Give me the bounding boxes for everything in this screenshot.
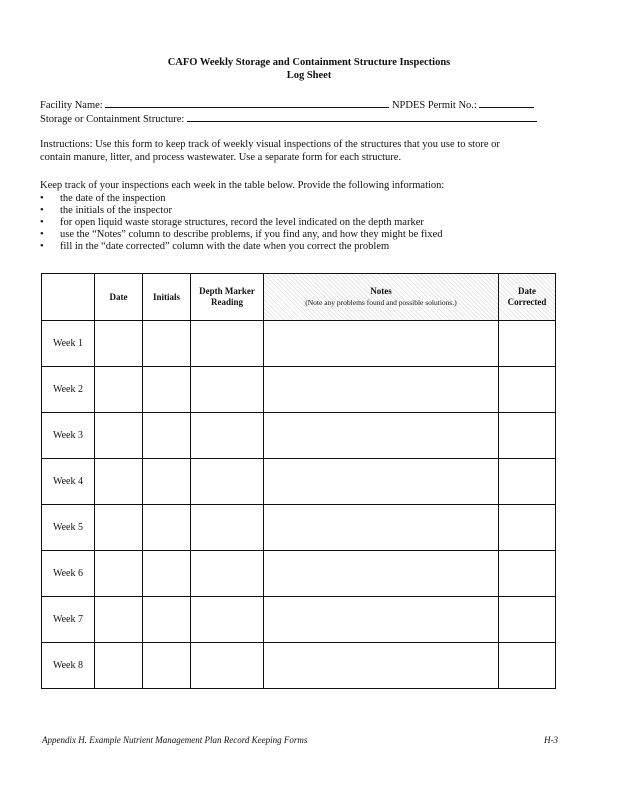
depth-cell[interactable] — [191, 597, 264, 643]
footer-appendix-title: Appendix H. Example Nutrient Management Plan Record Keeping Forms — [42, 735, 308, 745]
facility-name-label: Facility Name: — [40, 100, 103, 111]
date-cell[interactable] — [95, 643, 143, 689]
notes-cell[interactable] — [264, 459, 499, 505]
depth-cell[interactable] — [191, 643, 264, 689]
week-label: Week 2 — [42, 367, 95, 413]
storage-structure-label: Storage or Containment Structure: — [40, 114, 185, 125]
date-cell[interactable] — [95, 505, 143, 551]
notes-cell[interactable] — [264, 597, 499, 643]
npdes-field[interactable] — [479, 98, 534, 108]
week-label: Week 8 — [42, 643, 95, 689]
initials-cell[interactable] — [143, 643, 191, 689]
notes-cell[interactable] — [264, 505, 499, 551]
date-cell[interactable] — [95, 413, 143, 459]
week-label: Week 5 — [42, 505, 95, 551]
header-depth-marker-reading: Depth Marker Reading — [191, 274, 264, 321]
footer-page-number: H-3 — [544, 735, 558, 745]
header-date: Date — [95, 274, 143, 321]
week-label: Week 6 — [42, 551, 95, 597]
initials-cell[interactable] — [143, 597, 191, 643]
storage-structure-field[interactable] — [187, 112, 537, 122]
facility-name-row — [40, 98, 534, 111]
facility-name-field[interactable] — [105, 98, 389, 108]
initials-cell[interactable] — [143, 551, 191, 597]
table-header-row — [42, 274, 556, 321]
date-cell[interactable] — [95, 367, 143, 413]
instructions-intro: Keep track of your inspections each week in the table below. Provide the following information: — [40, 180, 445, 191]
instruction-bullets — [40, 193, 442, 253]
week-label: Week 4 — [42, 459, 95, 505]
depth-cell[interactable] — [191, 459, 264, 505]
depth-cell[interactable] — [191, 321, 264, 367]
notes-cell[interactable] — [264, 551, 499, 597]
date-cell[interactable] — [95, 459, 143, 505]
table-row — [42, 505, 556, 551]
date-corrected-cell[interactable] — [499, 551, 556, 597]
date-corrected-cell[interactable] — [499, 597, 556, 643]
date-corrected-cell[interactable] — [499, 459, 556, 505]
initials-cell[interactable] — [143, 459, 191, 505]
table-row — [42, 551, 556, 597]
date-corrected-cell[interactable] — [499, 643, 556, 689]
bullet-item: • use the “Notes” column to describe problems, if you find any, and how they might be fixed — [40, 229, 442, 241]
week-label: Week 3 — [42, 413, 95, 459]
notes-cell[interactable] — [264, 321, 499, 367]
date-cell[interactable] — [95, 597, 143, 643]
date-corrected-cell[interactable] — [499, 321, 556, 367]
bullet-item: • the initials of the inspector — [40, 205, 442, 217]
npdes-label: NPDES Permit No.: — [391, 100, 477, 111]
header-week — [42, 274, 95, 321]
table-row — [42, 413, 556, 459]
date-cell[interactable] — [95, 321, 143, 367]
date-cell[interactable] — [95, 551, 143, 597]
header-notes — [264, 274, 499, 321]
notes-title: Notes — [370, 286, 392, 296]
document-subtitle: Log Sheet — [286, 70, 332, 81]
notes-cell[interactable] — [264, 643, 499, 689]
table-row — [42, 367, 556, 413]
storage-structure-row — [40, 112, 537, 125]
bullet-item: • for open liquid waste storage structures, record the level indicated on the depth marker — [40, 217, 442, 229]
header-initials: Initials — [143, 274, 191, 321]
initials-cell[interactable] — [143, 505, 191, 551]
bullet-item: • the date of the inspection — [40, 193, 442, 205]
notes-cell[interactable] — [264, 413, 499, 459]
week-label: Week 7 — [42, 597, 95, 643]
bullet-item: • fill in the “date corrected” column with the date when you correct the problem — [40, 241, 442, 253]
inspection-log-table — [41, 273, 556, 689]
depth-cell[interactable] — [191, 505, 264, 551]
date-corrected-cell[interactable] — [499, 367, 556, 413]
depth-cell[interactable] — [191, 551, 264, 597]
notes-cell[interactable] — [264, 367, 499, 413]
notes-subtitle: (Note any problems found and possible solutions.) — [305, 298, 457, 307]
table-row — [42, 597, 556, 643]
initials-cell[interactable] — [143, 367, 191, 413]
instructions-line-1: Instructions: Use this form to keep track of weekly visual inspections of the structures that you use to store or — [40, 139, 500, 150]
date-corrected-cell[interactable] — [499, 505, 556, 551]
initials-cell[interactable] — [143, 321, 191, 367]
depth-cell[interactable] — [191, 367, 264, 413]
date-corrected-cell[interactable] — [499, 413, 556, 459]
table-row — [42, 643, 556, 689]
depth-cell[interactable] — [191, 413, 264, 459]
document-title: CAFO Weekly Storage and Containment Structure Inspections — [167, 57, 451, 68]
initials-cell[interactable] — [143, 413, 191, 459]
table-row — [42, 321, 556, 367]
instructions-line-2: contain manure, litter, and process wastewater. Use a separate form for each structure. — [40, 152, 402, 163]
table-row — [42, 459, 556, 505]
week-label: Week 1 — [42, 321, 95, 367]
header-date-corrected: Date Corrected — [499, 274, 556, 321]
